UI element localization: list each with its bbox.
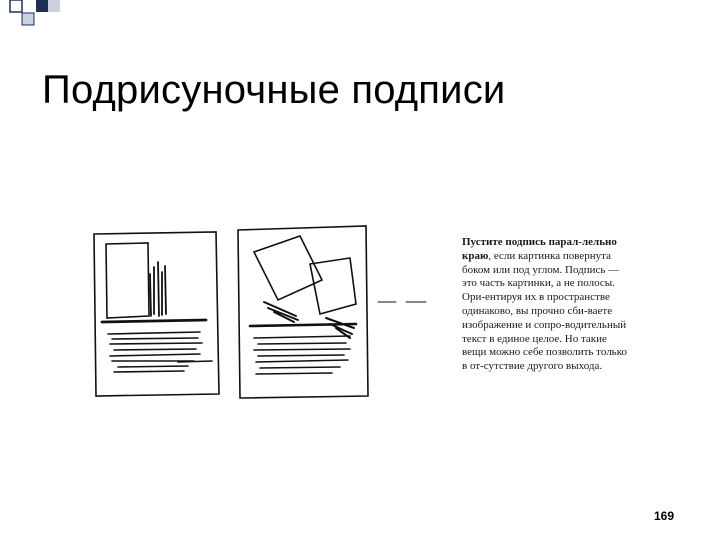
decorative-squares xyxy=(0,0,720,30)
slide-title: Подрисуночные подписи xyxy=(42,68,506,112)
caption-lead: Пустите подпись парал-лельно краю xyxy=(462,236,617,262)
deco-square-2 xyxy=(22,13,34,25)
page-number: 169 xyxy=(654,509,675,523)
caption-text-block xyxy=(462,236,634,374)
deco-square-4 xyxy=(48,0,60,12)
sketch-illustration xyxy=(88,222,438,402)
right-page-sketch xyxy=(238,226,426,398)
left-page-sketch xyxy=(94,232,219,396)
caption-body: , если картинка повернута боком или под углом. Подпись — это часть картинки, а не полосы. Ори-ентируя их в пространстве одинаково, вы прочно сби-ваете изображение и сопро-водительный текст в единое целое. Но такие вещи можно себе позволить только в от-сутствие другого выхода. xyxy=(462,249,627,373)
deco-square-3 xyxy=(36,0,48,12)
deco-square-1 xyxy=(10,0,22,12)
